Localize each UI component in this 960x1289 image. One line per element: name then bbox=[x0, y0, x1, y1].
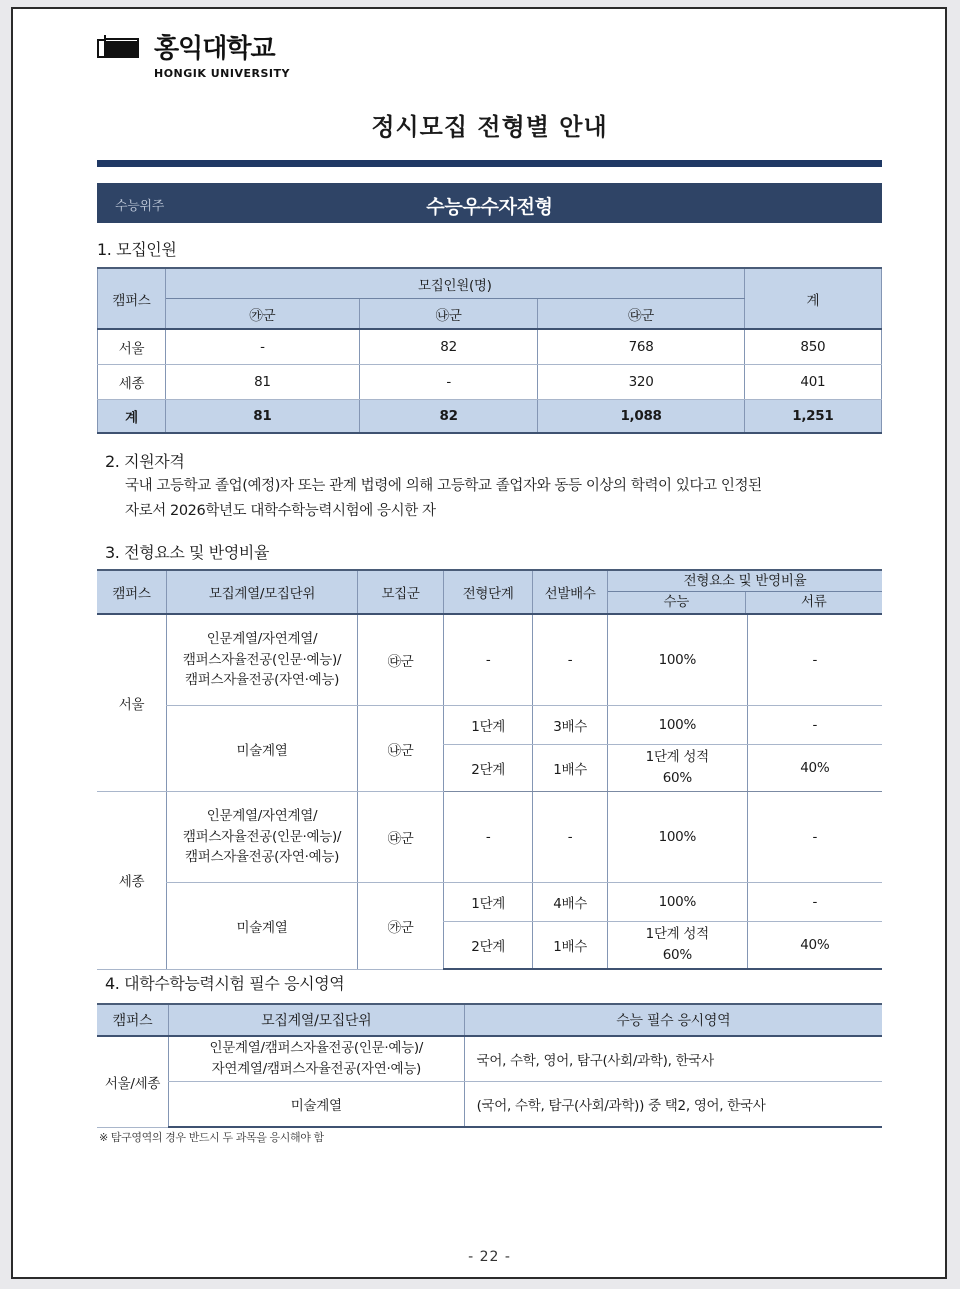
cell-group: ㉮군 bbox=[357, 883, 443, 970]
cell-group: ㉰군 bbox=[357, 614, 443, 706]
cell-suneung: 100% bbox=[608, 792, 748, 883]
cell-suneung bbox=[608, 745, 748, 792]
cell-group: ㉰군 bbox=[357, 792, 443, 883]
suneung-line-2: 60% bbox=[662, 770, 692, 786]
cell-suneung bbox=[608, 922, 748, 970]
header-factors-group bbox=[608, 570, 883, 614]
section1-heading: 1. 모집인원 bbox=[97, 240, 177, 259]
cell-documents: - bbox=[747, 614, 882, 706]
cell-da: 768 bbox=[538, 329, 744, 365]
logo-english-name: HONGIK UNIVERSITY bbox=[154, 67, 290, 80]
header-campus: 캠퍼스 bbox=[98, 268, 166, 329]
cell-required-subjects: (국어, 수학, 탐구(사회/과학)) 중 택2, 영어, 한국사 bbox=[464, 1082, 882, 1128]
cell-track bbox=[167, 614, 358, 706]
header-group-na: ㉯군 bbox=[359, 299, 538, 330]
cell-stage: - bbox=[444, 792, 533, 883]
table-row bbox=[97, 883, 882, 922]
cell-campus: 세종 bbox=[98, 365, 166, 400]
table-row bbox=[97, 1036, 882, 1082]
cell-stage: 2단계 bbox=[444, 922, 533, 970]
table-row bbox=[97, 706, 882, 745]
header-factors: 전형요소 및 반영비율 bbox=[608, 571, 882, 592]
section4-heading: 4. 대학수학능력시험 필수 응시영역 bbox=[105, 974, 345, 993]
cell-total: 401 bbox=[744, 365, 881, 400]
header-group-da: ㉰군 bbox=[538, 299, 744, 330]
cell-track: 미술계열 bbox=[167, 883, 358, 970]
header-documents: 서류 bbox=[801, 594, 827, 610]
track-line-1: 인문계열/자연계열/ bbox=[206, 807, 318, 824]
track-line-2: 자연계열/캠퍼스자율전공(자연·예능) bbox=[211, 1061, 421, 1077]
cell-multiple: 1배수 bbox=[533, 745, 608, 792]
section2-body bbox=[125, 474, 885, 525]
header-suneung: 수능 bbox=[608, 592, 746, 613]
suneung-line-1: 1단계 성적 bbox=[645, 749, 709, 766]
track-line-1: 인문계열/캠퍼스자율전공(인문·예능)/ bbox=[209, 1040, 424, 1057]
cell-group: ㉯군 bbox=[357, 706, 443, 792]
cell-na: 82 bbox=[359, 329, 538, 365]
cell-ga: 81 bbox=[165, 400, 359, 434]
cell-stage: 1단계 bbox=[444, 883, 533, 922]
table-row bbox=[97, 614, 882, 706]
cell-total: 1,251 bbox=[744, 400, 881, 434]
suneung-line-1: 1단계 성적 bbox=[645, 926, 709, 943]
cell-documents: 40% bbox=[747, 745, 882, 792]
header-group-ga: ㉮군 bbox=[165, 299, 359, 330]
hongik-logo-mark-icon bbox=[97, 35, 145, 63]
eligibility-line-2: 자로서 2026학년도 대학수학능력시험에 응시한 자 bbox=[125, 503, 436, 520]
cell-multiple: 3배수 bbox=[533, 706, 608, 745]
cell-stage: 2단계 bbox=[444, 745, 533, 792]
track-line-2: 캠퍼스자율전공(인문·예능)/ bbox=[182, 651, 342, 668]
banner-subtitle: 수능위주 bbox=[115, 199, 165, 214]
header-group: 모집군 bbox=[357, 570, 443, 614]
document-page bbox=[11, 7, 947, 1279]
cell-da: 320 bbox=[538, 365, 744, 400]
banner-title: 수능우수자전형 bbox=[426, 196, 553, 218]
cell-stage: 1단계 bbox=[444, 706, 533, 745]
header-multiple: 선발배수 bbox=[533, 570, 608, 614]
university-logo bbox=[97, 35, 397, 80]
table-row bbox=[98, 329, 882, 365]
header-campus: 캠퍼스 bbox=[97, 1004, 168, 1036]
cell-na: 82 bbox=[359, 400, 538, 434]
required-subjects-table bbox=[97, 1003, 882, 1128]
cell-documents: - bbox=[747, 706, 882, 745]
evaluation-table bbox=[97, 569, 882, 970]
cell-ga: - bbox=[165, 329, 359, 365]
header-required-subjects: 수능 필수 응시영역 bbox=[464, 1004, 882, 1036]
logo-korean-name: 홍익대학교 bbox=[154, 34, 275, 64]
cell-track: 미술계열 bbox=[167, 706, 358, 792]
navy-divider bbox=[97, 160, 882, 167]
cell-multiple: - bbox=[533, 792, 608, 883]
track-line-1: 인문계열/자연계열/ bbox=[206, 630, 318, 647]
admission-type-banner bbox=[97, 183, 882, 223]
table-total-row bbox=[98, 400, 882, 434]
cell-stage: - bbox=[444, 614, 533, 706]
cell-documents: - bbox=[747, 883, 882, 922]
cell-suneung: 100% bbox=[608, 614, 748, 706]
table-header-row bbox=[98, 268, 882, 299]
cell-suneung: 100% bbox=[608, 883, 748, 922]
cell-documents: 40% bbox=[747, 922, 882, 970]
table-row bbox=[97, 792, 882, 883]
cell-required-subjects: 국어, 수학, 영어, 탐구(사회/과학), 한국사 bbox=[464, 1036, 882, 1082]
page-number: - 22 - bbox=[468, 1249, 511, 1265]
cell-da: 1,088 bbox=[538, 400, 744, 434]
cell-ga: 81 bbox=[165, 365, 359, 400]
track-line-3: 캠퍼스자율전공(자연·예능) bbox=[184, 849, 340, 866]
header-campus: 캠퍼스 bbox=[97, 570, 167, 614]
cell-na: - bbox=[359, 365, 538, 400]
header-enrollment-span: 모집인원(명) bbox=[165, 268, 744, 299]
section2-heading: 2. 지원자격 bbox=[105, 452, 185, 471]
header-track: 모집계열/모집단위 bbox=[167, 570, 358, 614]
header-stage: 전형단계 bbox=[444, 570, 533, 614]
cell-campus: 서울/세종 bbox=[97, 1036, 168, 1127]
suneung-line-2: 60% bbox=[662, 947, 692, 963]
track-line-3: 캠퍼스자율전공(자연·예능) bbox=[184, 672, 340, 689]
table-row bbox=[98, 365, 882, 400]
track-line-2: 캠퍼스자율전공(인문·예능)/ bbox=[182, 828, 342, 845]
cell-campus: 서울 bbox=[98, 329, 166, 365]
section4-footnote: ※ 탐구영역의 경우 반드시 두 과목을 응시해야 함 bbox=[99, 1131, 324, 1144]
header-total: 계 bbox=[744, 268, 881, 329]
cell-campus: 계 bbox=[98, 400, 166, 434]
page-title: 정시모집 전형별 안내 bbox=[371, 113, 608, 141]
enrollment-table bbox=[97, 267, 882, 434]
section3-heading: 3. 전형요소 및 반영비율 bbox=[105, 543, 270, 562]
table-header-row bbox=[97, 1004, 882, 1036]
cell-suneung: 100% bbox=[608, 706, 748, 745]
eligibility-line-1: 국내 고등학교 졸업(예정)자 또는 관계 법령에 의해 고등학교 졸업자와 동등 이상의 학력이 있다고 인정된 bbox=[125, 478, 762, 494]
cell-campus-sejong: 세종 bbox=[97, 792, 167, 970]
cell-campus-seoul: 서울 bbox=[97, 614, 167, 792]
header-track: 모집계열/모집단위 bbox=[168, 1004, 464, 1036]
table-row bbox=[97, 1082, 882, 1128]
cell-documents: - bbox=[747, 792, 882, 883]
cell-track bbox=[167, 792, 358, 883]
cell-multiple: 4배수 bbox=[533, 883, 608, 922]
cell-multiple: - bbox=[533, 614, 608, 706]
table-header-row bbox=[97, 570, 882, 614]
cell-track: 미술계열 bbox=[168, 1082, 464, 1128]
cell-track bbox=[168, 1036, 464, 1082]
cell-multiple: 1배수 bbox=[533, 922, 608, 970]
cell-total: 850 bbox=[744, 329, 881, 365]
